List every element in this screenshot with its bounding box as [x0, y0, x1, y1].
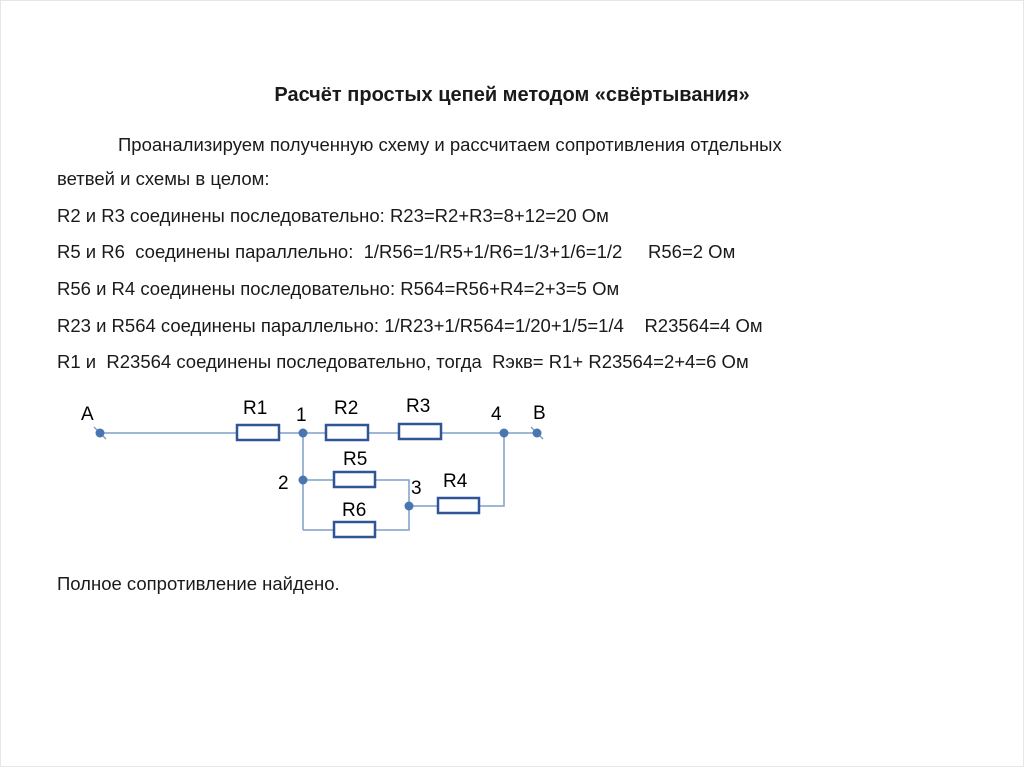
calc-line-requiv: R1 и R23564 соединены последовательно, тогда Rэкв= R1+ R23564=2+4=6 Ом: [57, 351, 749, 372]
resistor-r6: [334, 522, 375, 537]
r6-label: R6: [342, 500, 367, 521]
resistor-r1: [237, 425, 279, 440]
resistor-r3: [399, 424, 441, 439]
r5-label: R5: [343, 449, 368, 470]
resistor-r2: [326, 425, 368, 440]
calc-line-r56: R5 и R6 соединены параллельно: 1/R56=1/R5+1/R6=1/3+1/6=1/2 R56=2 Ом: [57, 241, 736, 262]
calc-line-r564: R56 и R4 соединены последовательно: R564=R56+R4=2+3=5 Ом: [57, 278, 620, 299]
terminal-a-label: A: [81, 404, 94, 425]
node-3-label: 3: [411, 478, 422, 499]
slide-title: Расчёт простых цепей методом «свёртывания»: [274, 84, 750, 106]
r1-label: R1: [243, 398, 268, 419]
node-4-dot: [500, 429, 509, 438]
terminal-b-label: B: [533, 403, 546, 424]
conclusion-text: Полное сопротивление найдено.: [57, 573, 340, 594]
r3-label: R3: [406, 396, 431, 417]
node-1-dot: [299, 429, 308, 438]
wires: [94, 427, 543, 530]
terminal-a-dot: [96, 429, 105, 438]
calc-line-r23564: R23 и R564 соединены параллельно: 1/R23+1/R564=1/20+1/5=1/4 R23564=4 Ом: [57, 315, 763, 336]
resistor-r4: [438, 498, 479, 513]
r4-label: R4: [443, 471, 468, 492]
node-4-label: 4: [491, 404, 502, 425]
calc-line-r23: R2 и R3 соединены последовательно: R23=R2+R3=8+12=20 Ом: [57, 205, 609, 226]
node-1-label: 1: [296, 405, 307, 426]
node-2-label: 2: [278, 473, 289, 494]
terminal-b-dot: [533, 429, 542, 438]
r2-label: R2: [334, 398, 359, 419]
paragraph-line: ветвей и схемы в целом:: [57, 168, 270, 189]
resistor-r5: [334, 472, 375, 487]
paragraph-line: Проанализируем полученную схему и рассчитаем сопротивления отдельных: [118, 134, 782, 155]
node-2-dot: [299, 476, 308, 485]
node-3-dot: [405, 502, 414, 511]
